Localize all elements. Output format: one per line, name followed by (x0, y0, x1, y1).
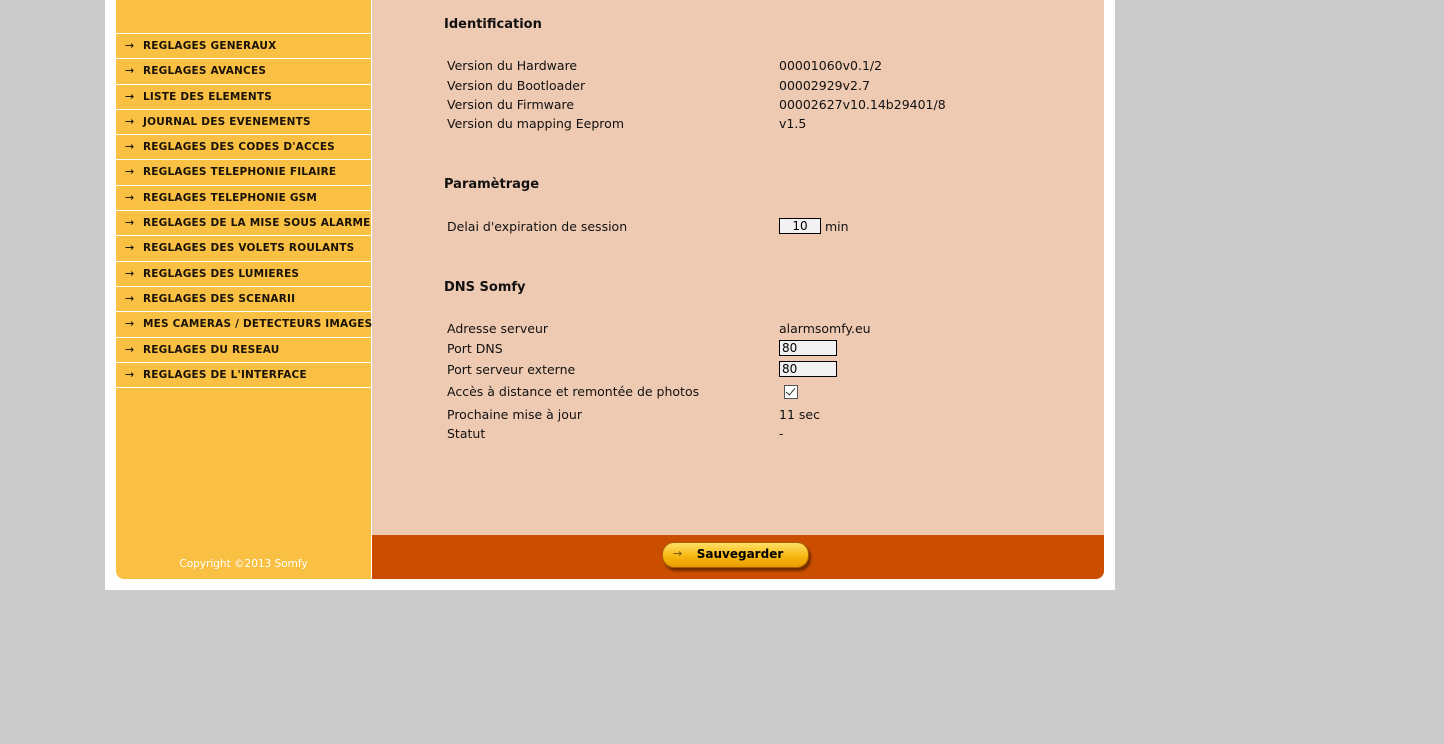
bootloader-version-value: 00002929v2.7 (779, 78, 870, 93)
hardware-version-label: Version du Hardware (447, 58, 578, 73)
arrow-right-icon: → (125, 216, 135, 230)
copyright-text: Copyright ©2013 Somfy (179, 558, 308, 570)
sidebar-item-cameras-detecteurs[interactable] (116, 312, 371, 337)
arrow-right-icon: → (125, 165, 135, 179)
sidebar-item-volets-roulants[interactable] (116, 236, 371, 261)
arrow-right-icon: → (125, 140, 135, 154)
remote-access-checkbox[interactable] (784, 385, 798, 399)
section-title-dns: DNS Somfy (444, 280, 526, 295)
sidebar-item-label: REGLAGES AVANCES (143, 65, 267, 78)
server-address-label: Adresse serveur (447, 321, 549, 336)
sidebar-item-label: REGLAGES DU RESEAU (143, 343, 280, 356)
hardware-version-value: 00001060v0.1/2 (779, 58, 883, 73)
section-title-identification: Identification (444, 17, 542, 32)
save-button[interactable] (662, 542, 809, 568)
session-timeout-unit: min (825, 219, 849, 234)
footer-bar (372, 535, 1104, 579)
arrow-right-icon: → (125, 367, 135, 381)
bootloader-version-label: Version du Bootloader (447, 78, 586, 93)
server-address-value: alarmsomfy.eu (779, 321, 871, 336)
sidebar-item-mise-sous-alarme[interactable] (116, 211, 371, 236)
port-dns-input[interactable] (779, 340, 837, 356)
port-dns-label: Port DNS (447, 341, 503, 356)
sidebar-item-telephonie-filaire[interactable] (116, 160, 371, 185)
port-external-input[interactable] (779, 361, 837, 377)
sidebar-item-reglages-generaux[interactable] (116, 34, 371, 59)
sidebar-item-reglages-avances[interactable] (116, 59, 371, 84)
sidebar-item-scenarii[interactable] (116, 287, 371, 312)
arrow-right-icon: → (125, 241, 135, 255)
save-button-label: Sauvegarder (696, 547, 784, 561)
arrow-right-icon: → (125, 266, 135, 280)
sidebar-item-lumieres[interactable] (116, 262, 371, 287)
next-update-value: 11 sec (779, 407, 820, 422)
sidebar-item-liste-elements[interactable] (116, 85, 371, 110)
sidebar-item-label: LISTE DES ELEMENTS (143, 90, 273, 103)
arrow-right-icon: → (125, 291, 135, 305)
arrow-right-icon: → (125, 342, 135, 356)
session-timeout-input[interactable] (779, 218, 821, 234)
sidebar-item-codes-acces[interactable] (116, 135, 371, 160)
sidebar-item-label: REGLAGES TELEPHONIE GSM (143, 191, 318, 204)
sidebar-item-label: REGLAGES DES VOLETS ROULANTS (143, 242, 355, 255)
session-timeout-label: Delai d'expiration de session (447, 219, 628, 234)
eeprom-version-label: Version du mapping Eeprom (447, 116, 624, 131)
firmware-version-label: Version du Firmware (447, 97, 575, 112)
sidebar-item-telephonie-gsm[interactable] (116, 186, 371, 211)
sidebar-item-label: MES CAMERAS / DETECTEURS IMAGES (143, 318, 373, 331)
sidebar-item-label: JOURNAL DES EVENEMENTS (143, 115, 311, 128)
sidebar-item-journal-evenements[interactable] (116, 110, 371, 135)
firmware-version-value: 00002627v10.14b29401/8 (779, 97, 946, 112)
sidebar (116, 0, 371, 579)
status-label: Statut (447, 426, 486, 441)
next-update-label: Prochaine mise à jour (447, 407, 582, 422)
remote-access-label: Accès à distance et remontée de photos (447, 384, 700, 399)
main-content (372, 0, 1104, 535)
arrow-right-icon: → (125, 317, 135, 331)
arrow-right-icon: → (125, 190, 135, 204)
arrow-right-icon: → (125, 64, 135, 78)
arrow-right-icon: → (125, 89, 135, 103)
sidebar-item-label: REGLAGES GENERAUX (143, 40, 277, 52)
sidebar-nav (116, 33, 371, 388)
arrow-right-icon: → (125, 114, 135, 128)
section-title-parametrage: Paramètrage (444, 177, 540, 192)
sidebar-item-label: REGLAGES DES SCENARII (143, 292, 296, 305)
port-external-label: Port serveur externe (447, 362, 576, 377)
sidebar-item-interface[interactable] (116, 363, 371, 388)
sidebar-item-label: REGLAGES DE L'INTERFACE (143, 368, 307, 381)
status-value: - (779, 426, 784, 441)
sidebar-item-label: REGLAGES DES LUMIERES (143, 267, 300, 280)
sidebar-item-label: REGLAGES DES CODES D'ACCES (143, 141, 335, 154)
sidebar-item-reseau[interactable] (116, 338, 371, 363)
eeprom-version-value: v1.5 (779, 116, 807, 131)
arrow-right-icon: → (125, 39, 135, 52)
sidebar-item-label: REGLAGES DE LA MISE SOUS ALARME (143, 217, 371, 230)
sidebar-item-label: REGLAGES TELEPHONIE FILAIRE (143, 166, 337, 179)
arrow-right-icon: → (673, 547, 683, 560)
